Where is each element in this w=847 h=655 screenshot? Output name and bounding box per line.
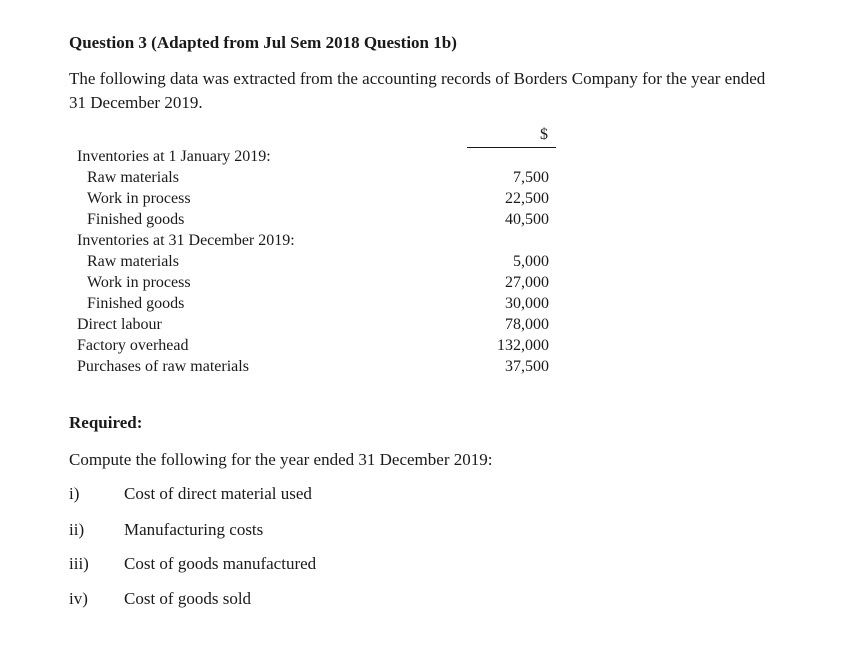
question-title: Question 3 (Adapted from Jul Sem 2018 Question 1b) [69,33,457,52]
row-value-purchases: 37,500 [505,358,549,375]
row-label-heading-opening: Inventories at 1 January 2019: [77,148,271,165]
row-label-finished-opening: Finished goods [87,211,185,228]
row-value-raw-materials-closing: 5,000 [513,253,549,270]
row-value-raw-materials-opening: 7,500 [513,169,549,186]
row-label-heading-closing: Inventories at 31 December 2019: [77,232,295,249]
row-label-raw-materials-opening: Raw materials [87,169,179,186]
row-label-wip-closing: Work in process [87,274,191,291]
task-number-2: ii) [69,520,85,539]
task-number-3: iii) [69,554,89,573]
row-value-finished-opening: 40,500 [505,211,549,228]
task-text-1: Cost of direct material used [124,484,312,503]
required-instruction: Compute the following for the year ended 31 December 2019: [69,450,493,469]
task-text-4: Cost of goods sold [124,589,252,608]
task-number-4: iv) [69,589,88,608]
row-value-finished-closing: 30,000 [505,295,549,312]
row-label-purchases: Purchases of raw materials [77,358,249,375]
row-label-finished-closing: Finished goods [87,295,185,312]
row-label-raw-materials-closing: Raw materials [87,253,179,270]
row-value-wip-opening: 22,500 [505,190,549,207]
row-label-wip-opening: Work in process [87,190,191,207]
task-text-2: Manufacturing costs [124,520,264,539]
currency-header: $ [540,126,548,143]
required-heading: Required: [69,413,143,432]
row-value-factory-overhead: 132,000 [497,337,549,354]
question-intro: The following data was extracted from the accounting records of Borders Company for the year ended 31 December 2019. [69,69,766,112]
row-value-direct-labour: 78,000 [505,316,549,333]
currency-underline [467,147,556,148]
row-label-factory-overhead: Factory overhead [77,337,189,354]
task-number-1: i) [69,484,80,503]
row-label-direct-labour: Direct labour [77,316,162,333]
row-value-wip-closing: 27,000 [505,274,549,291]
task-text-3: Cost of goods manufactured [124,554,317,573]
